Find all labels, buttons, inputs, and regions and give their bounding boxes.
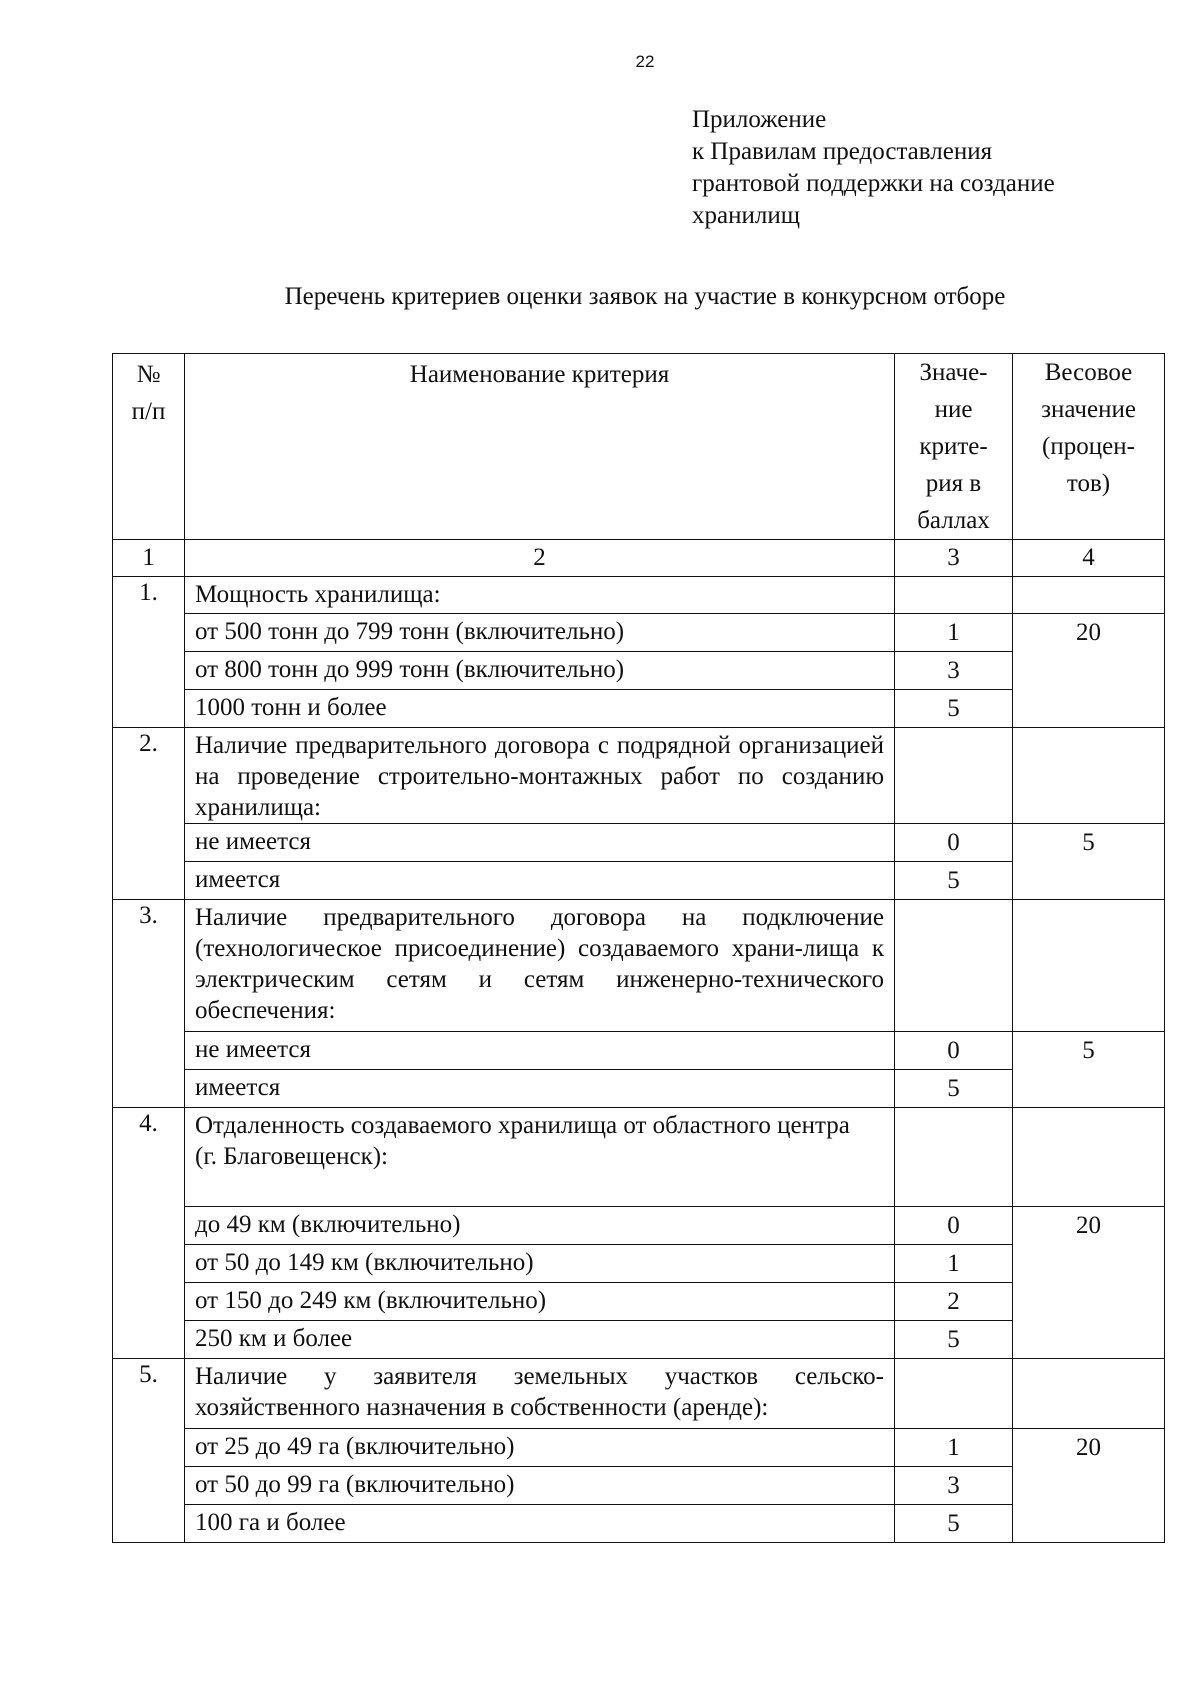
option-score: 1 (895, 1429, 1013, 1467)
criterion-title-line: Отдаленность создаваемого хранилища от областного центра (195, 1112, 850, 1139)
criterion-weight-empty (1013, 900, 1165, 1032)
option-score: 3 (895, 1467, 1013, 1505)
criterion-score-empty (895, 577, 1013, 614)
criterion-row (113, 900, 1165, 1032)
criterion-score-empty (895, 1108, 1013, 1207)
criterion-row (113, 1108, 1165, 1207)
option-label: 100 га и более (185, 1505, 895, 1543)
option-row (113, 1207, 1165, 1245)
header-value: Значе- ние крите- рия в баллах (895, 354, 1013, 540)
option-score: 5 (895, 1321, 1013, 1359)
option-row (113, 690, 1165, 728)
option-score: 5 (895, 690, 1013, 728)
option-row (113, 824, 1165, 862)
criterion-row (113, 1359, 1165, 1429)
option-label: от 150 до 249 км (включительно) (185, 1283, 895, 1321)
header-num: № п/п (113, 354, 185, 540)
option-label: не имеется (185, 1032, 895, 1070)
option-label: от 500 тонн до 799 тонн (включительно) (185, 614, 895, 652)
criteria-table (112, 353, 1165, 1543)
option-row (113, 1467, 1165, 1505)
criterion-title: Наличие предварительного договора с подрядной организацией на проведение строительно-монтажных работ по созданию хранилища: (185, 728, 895, 824)
criterion-weight: 20 (1013, 1207, 1165, 1359)
criterion-number: 1. (113, 577, 185, 728)
criterion-weight: 20 (1013, 1429, 1165, 1543)
option-row (113, 1032, 1165, 1070)
criterion-score-empty (895, 900, 1013, 1032)
criterion-weight: 5 (1013, 1032, 1165, 1108)
criterion-title: Мощность хранилища: (185, 577, 895, 614)
option-row (113, 1245, 1165, 1283)
option-label: не имеется (185, 824, 895, 862)
column-numbers-row (113, 540, 1165, 577)
criterion-number: 4. (113, 1108, 185, 1359)
option-row (113, 862, 1165, 900)
option-score: 5 (895, 862, 1013, 900)
appendix-line: грантовой поддержки на создание (692, 170, 1055, 197)
criterion-number: 5. (113, 1359, 185, 1543)
option-label: до 49 км (включительно) (185, 1207, 895, 1245)
column-number: 3 (895, 540, 1013, 577)
criterion-number: 2. (113, 728, 185, 900)
column-number: 2 (185, 540, 895, 577)
appendix-line: к Правилам предоставления (692, 138, 993, 165)
appendix-line: хранилищ (692, 202, 800, 229)
document-title: Перечень критериев оценки заявок на участие в конкурсном отборе (284, 283, 1006, 310)
option-score: 1 (895, 614, 1013, 652)
criterion-title (185, 1108, 895, 1207)
option-label: 1000 тонн и более (185, 690, 895, 728)
option-score: 2 (895, 1283, 1013, 1321)
option-score: 0 (895, 1207, 1013, 1245)
criterion-row (113, 577, 1165, 614)
option-row (113, 614, 1165, 652)
criterion-score-empty (895, 1359, 1013, 1429)
option-label: 250 км и более (185, 1321, 895, 1359)
criterion-weight-empty (1013, 1359, 1165, 1429)
option-label: имеется (185, 1070, 895, 1108)
table-header-row (113, 354, 1165, 540)
page-number: 22 (635, 52, 655, 71)
criterion-weight: 20 (1013, 614, 1165, 728)
criterion-weight-empty (1013, 577, 1165, 614)
criterion-title: Наличие предварительного договора на подключение (технологическое присоединение) создаваемого храни-лища к электрическим сетям и сетям инженерно-технического обеспечения: (185, 900, 895, 1032)
appendix-block (692, 104, 1055, 232)
criterion-number: 3. (113, 900, 185, 1108)
option-label: от 50 до 99 га (включительно) (185, 1467, 895, 1505)
option-score: 5 (895, 1070, 1013, 1108)
column-number: 4 (1013, 540, 1165, 577)
appendix-line: Приложение (692, 106, 827, 133)
option-row (113, 1070, 1165, 1108)
criterion-title: Наличие у заявителя земельных участков сельско-хозяйственного назначения в собственности (аренде): (185, 1359, 895, 1429)
option-label: от 25 до 49 га (включительно) (185, 1429, 895, 1467)
option-row (113, 1505, 1165, 1543)
option-score: 3 (895, 652, 1013, 690)
header-weight: Весовое значение (процен- тов) (1013, 354, 1165, 540)
option-row (113, 1321, 1165, 1359)
column-number: 1 (113, 540, 185, 577)
criterion-weight-empty (1013, 1108, 1165, 1207)
option-score: 5 (895, 1505, 1013, 1543)
header-name: Наименование критерия (185, 354, 895, 540)
criterion-score-empty (895, 728, 1013, 824)
option-row (113, 1429, 1165, 1467)
option-row (113, 652, 1165, 690)
criterion-row (113, 728, 1165, 824)
criterion-weight-empty (1013, 728, 1165, 824)
option-label: от 800 тонн до 999 тонн (включительно) (185, 652, 895, 690)
option-row (113, 1283, 1165, 1321)
option-label: имеется (185, 862, 895, 900)
criterion-weight: 5 (1013, 824, 1165, 900)
option-score: 1 (895, 1245, 1013, 1283)
option-score: 0 (895, 824, 1013, 862)
criterion-title-line: (г. Благовещенск): (195, 1143, 388, 1170)
option-score: 0 (895, 1032, 1013, 1070)
option-label: от 50 до 149 км (включительно) (185, 1245, 895, 1283)
